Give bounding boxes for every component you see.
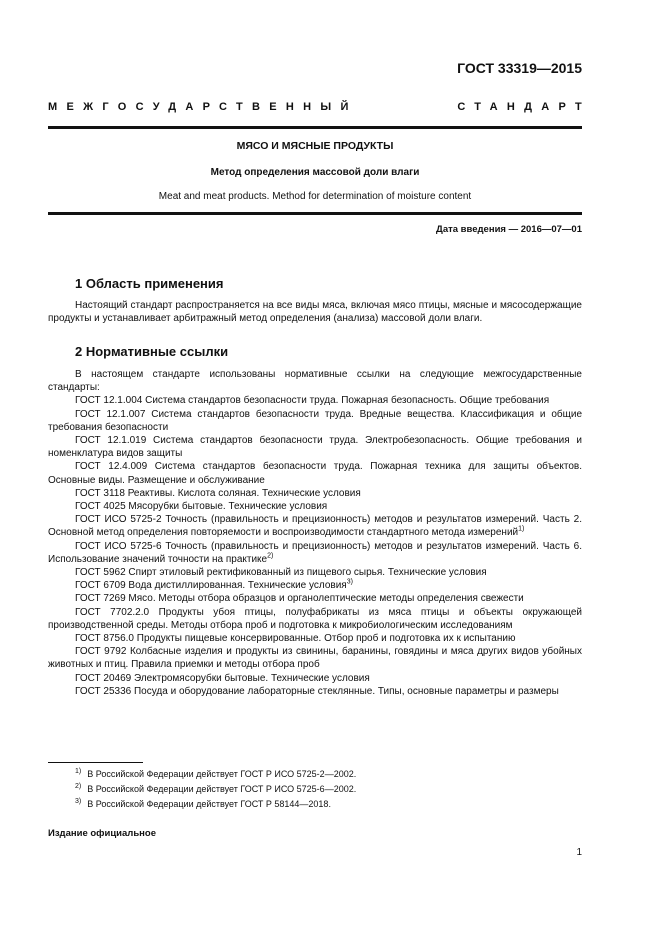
footnote-rule bbox=[48, 762, 143, 763]
footnote-mark: 3) bbox=[346, 578, 353, 586]
reference-item: ГОСТ 8756.0 Продукты пищевые консервированные. Отбор проб и подготовка их к испытанию bbox=[75, 633, 516, 645]
section-1-text: Настоящий стандарт распространяется на все виды мяса, включая мясо птицы, мясные и мясосодержащие продукты и устанавливает арбитражный метод определения (анализа) массовой доли влаги. bbox=[48, 300, 582, 325]
document-subtitle: Метод определения массовой доли влаги bbox=[210, 167, 420, 178]
footnote-mark: 3) bbox=[75, 798, 82, 805]
reference-item: ГОСТ 5962 Спирт этиловый ректификованный из пищевого сырья. Технические условия bbox=[75, 567, 487, 579]
title-rule bbox=[48, 212, 582, 215]
reference-item bbox=[48, 513, 582, 539]
section-1-heading: 1 Область применения bbox=[75, 276, 224, 291]
footnotes bbox=[75, 767, 356, 812]
reference-item: ГОСТ 12.1.007 Система стандартов безопасности труда. Вредные вещества. Классификация и общие требования безопасности bbox=[48, 408, 582, 433]
reference-item: ГОСТ 3118 Реактивы. Кислота соляная. Технические условия bbox=[75, 487, 361, 499]
official-edition-label: Издание официальное bbox=[48, 828, 156, 839]
reference-text: ГОСТ ИСО 5725-6 Точность (правильность и прецизионность) методов и результатов измерений. Часть 6. Использование значений точности на практике bbox=[48, 540, 582, 565]
document-type-word-1: МЕЖГОСУДАРСТВЕННЫЙ bbox=[48, 101, 358, 113]
reference-item: ГОСТ 12.4.009 Система стандартов безопасности труда. Пожарная техника для защиты объектов. Основные виды. Размещение и обслуживание bbox=[48, 461, 582, 486]
footnote-text: В Российской Федерации действует ГОСТ Р ИСО 5725-6—2002. bbox=[87, 784, 357, 794]
reference-item bbox=[48, 579, 582, 592]
footnote bbox=[75, 767, 356, 782]
reference-item: ГОСТ 12.1.004 Система стандартов безопасности труда. Пожарная безопасность. Общие требования bbox=[75, 395, 550, 407]
page-number: 1 bbox=[576, 847, 582, 858]
reference-text: ГОСТ ИСО 5725-2 Точность (правильность и прецизионность) методов и результатов измерений. Часть 2. Основной метод определения повторяемости и воспроизводимости стандартного метода измерений bbox=[48, 514, 582, 539]
footnote-mark: 2) bbox=[75, 783, 82, 790]
reference-item: ГОСТ 4025 Мясорубки бытовые. Технические условия bbox=[75, 501, 328, 513]
reference-item: ГОСТ 20469 Электромясорубки бытовые. Технические условия bbox=[75, 672, 370, 684]
reference-item: ГОСТ 7702.2.0 Продукты убоя птицы, полуфабрикаты из мяса птицы и объекты окружающей производственной среды. Методы отбора проб и подготовка к микробиологическим исследованиям bbox=[48, 606, 582, 631]
normative-references bbox=[48, 368, 582, 698]
footnote bbox=[75, 782, 356, 797]
reference-text: ГОСТ 6709 Вода дистиллированная. Технические условия bbox=[75, 580, 347, 592]
footnote-mark: 1) bbox=[75, 768, 82, 775]
document-subtitle-english: Meat and meat products. Method for determination of moisture content bbox=[158, 191, 472, 202]
footnote bbox=[75, 797, 356, 812]
section-2-heading: 2 Нормативные ссылки bbox=[75, 344, 229, 359]
footnote-mark: 2) bbox=[267, 552, 274, 560]
reference-item: ГОСТ 12.1.019 Система стандартов безопасности труда. Электробезопасность. Общие требования и номенклатура видов защиты bbox=[48, 435, 582, 460]
document-number: ГОСТ 33319—2015 bbox=[457, 60, 582, 76]
footnote-text: В Российской Федерации действует ГОСТ Р 58144—2018. bbox=[87, 799, 331, 809]
document-title: МЯСО И МЯСНЫЕ ПРОДУКТЫ bbox=[236, 140, 394, 152]
reference-item: ГОСТ 9792 Колбасные изделия и продукты из свинины, баранины, говядины и мяса других видов убойных животных и птиц. Правила приемки и методы отбора проб bbox=[48, 646, 582, 671]
document-type-word-2: СТАНДАРТ bbox=[457, 101, 591, 113]
footnote-mark: 1) bbox=[518, 526, 525, 534]
reference-item: ГОСТ 7269 Мясо. Методы отбора образцов и органолептические методы определения свежести bbox=[75, 593, 524, 605]
reference-item bbox=[48, 540, 582, 566]
reference-item: ГОСТ 25336 Посуда и оборудование лабораторные стеклянные. Типы, основные параметры и размеры bbox=[75, 685, 559, 697]
references-intro: В настоящем стандарте использованы нормативные ссылки на следующие межгосударственные стандарты: bbox=[48, 369, 582, 394]
introduction-date: Дата введения — 2016—07—01 bbox=[436, 224, 582, 235]
header-rule bbox=[48, 126, 582, 129]
footnote-text: В Российской Федерации действует ГОСТ Р ИСО 5725-2—2002. bbox=[87, 769, 357, 779]
